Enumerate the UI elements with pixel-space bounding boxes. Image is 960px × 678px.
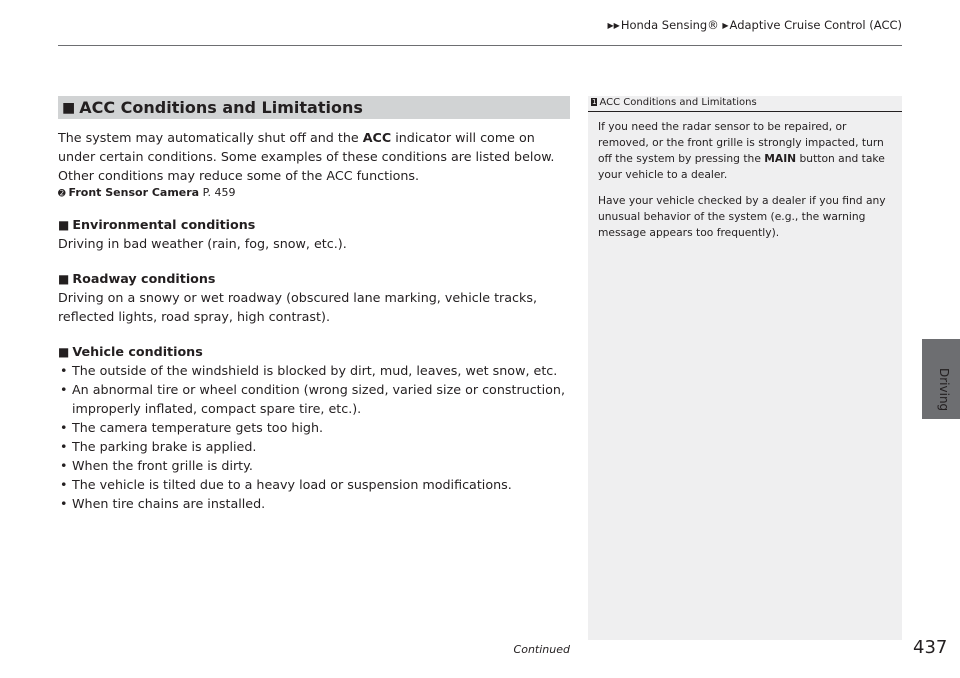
list-item: • When the front grille is dirty. [58,456,570,475]
square-bullet-icon: ■ [58,272,70,286]
side-note-title-text: ACC Conditions and Limitations [599,97,757,108]
list-item: • The outside of the windshield is blocked by dirt, mud, leaves, wet snow, etc. [58,361,570,380]
subsection-title [58,343,570,361]
side-note-paragraph [598,119,890,183]
cross-reference-link[interactable] [58,186,570,199]
header-divider [58,45,902,46]
roadway-body: Driving on a snowy or wet roadway (obscured lane marking, vehicle tracks, reflected lights, road spray, high contrast). [58,290,538,324]
list-item: • The parking brake is applied. [58,437,570,456]
page-number: 437 [913,637,948,658]
square-bullet-icon: ■ [62,99,76,116]
list-item: • The camera temperature gets too high. [58,418,570,437]
xref-label: Front Sensor Camera [68,186,200,199]
intro-paragraph [58,128,570,185]
roadway-title: Roadway conditions [72,271,216,286]
acc-indicator-label: ACC [362,130,392,145]
section-heading [58,96,570,119]
xref-page: P. 459 [202,186,236,199]
side-note-panel [588,96,902,640]
breadcrumb-arrow-icon: ▶▶ [607,21,620,30]
reference-arrow-icon: ➋ [58,189,66,199]
main-button-label: MAIN [764,152,797,165]
breadcrumb-item-honda-sensing[interactable]: Honda Sensing® [620,18,719,32]
side-note-body [588,112,902,241]
section-title: ACC Conditions and Limitations [79,98,363,117]
intro-text-start: The system may automatically shut off and the [58,130,363,145]
square-bullet-icon: ■ [58,345,70,359]
vehicle-title: Vehicle conditions [72,344,203,359]
reference-number-icon: 1 [592,98,597,106]
main-content [58,96,570,513]
environmental-title: Environmental conditions [72,217,256,232]
side-note-text-start: If you need the radar sensor to be repaired, or removed, or the front grille is strongly impacted, turn off the system by pressing the [598,120,884,165]
subsection-title [58,270,570,288]
breadcrumb-arrow-icon: ▶ [722,21,729,30]
side-note-title [588,96,902,112]
breadcrumb-item-acc[interactable]: Adaptive Cruise Control (ACC) [729,18,902,32]
side-note-paragraph: Have your vehicle checked by a dealer if you find any unusual behavior of the system (e.g., the warning message appears too frequently). [598,194,886,239]
continued-label: Continued [513,643,570,656]
intro-text-end: indicator will come on under certain conditions. Some examples of these conditions are listed below. Other conditions may reduce some of the ACC functions. [58,130,555,183]
square-bullet-icon: ■ [58,218,70,232]
chapter-tab-label: Driving [937,368,951,412]
vehicle-conditions-list [58,361,570,513]
list-item: • An abnormal tire or wheel condition (wrong sized, varied size or construction, improperly inflated, compact spare tire, etc.). [58,380,570,418]
roadway-conditions [58,270,570,326]
subsection-title [58,216,570,234]
environmental-conditions [58,216,570,253]
side-note-text-end: button and take your vehicle to a dealer. [598,152,885,181]
list-item: • When tire chains are installed. [58,494,570,513]
vehicle-conditions [58,343,570,513]
list-item: • The vehicle is tilted due to a heavy load or suspension modifications. [58,475,570,494]
breadcrumb [608,18,903,32]
environmental-body: Driving in bad weather (rain, fog, snow, etc.). [58,236,347,251]
